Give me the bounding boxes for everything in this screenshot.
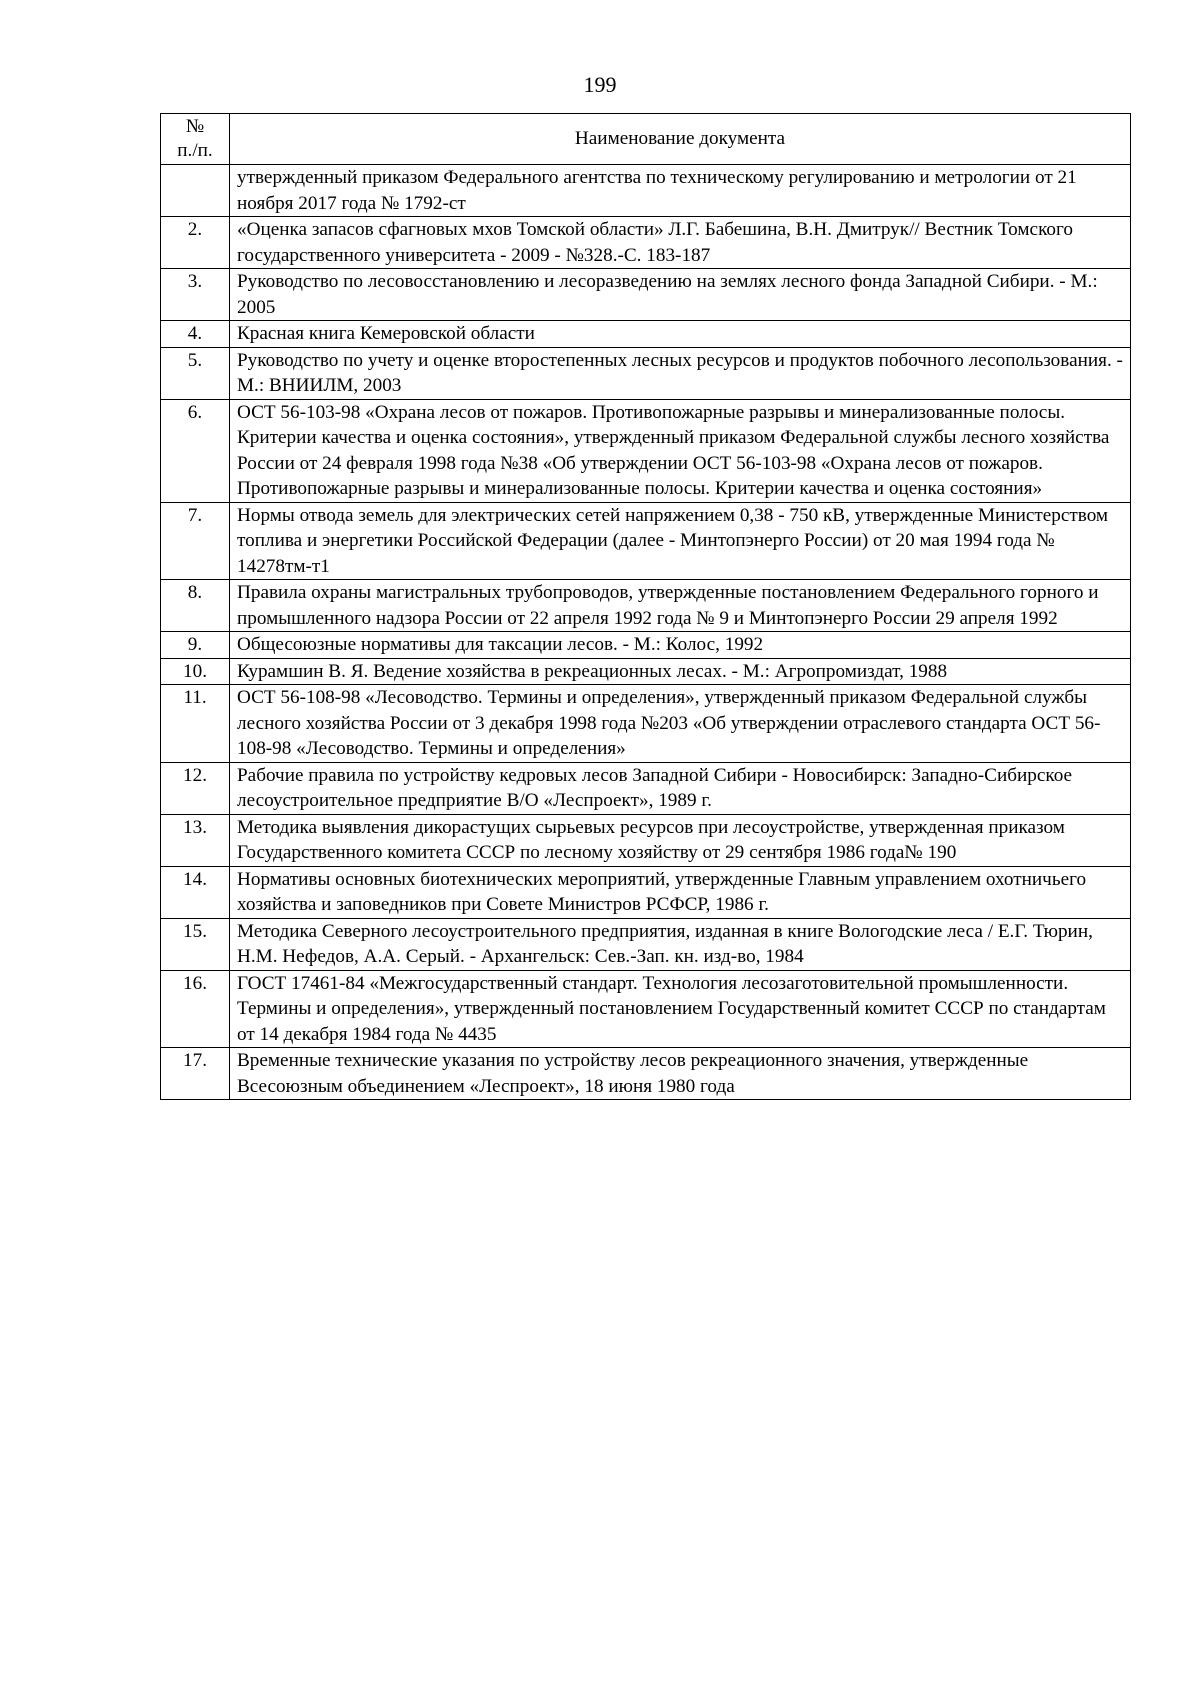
table-row (161, 658, 1131, 685)
table-row (161, 217, 1131, 269)
table-row (161, 321, 1131, 348)
document-name: Правила охраны магистральных трубопроводов, утвержденные постановлением Федерального горного и промышленного надзора России от 22 апреля 1992 года № 9 и Минтопэнерго России 29 апреля 1992 (230, 580, 1131, 632)
row-number: 9. (161, 632, 230, 659)
table-row (161, 269, 1131, 321)
row-number: 7. (161, 502, 230, 580)
table-row (161, 580, 1131, 632)
table-row (161, 502, 1131, 580)
document-name: Методика Северного лесоустроительного предприятия, изданная в книге Вологодские леса / Е.Г. Тюрин, Н.М. Нефедов, А.А. Серый. - Архангельск: Сев.-Зап. кн. изд-во, 1984 (230, 918, 1131, 970)
table-row (161, 632, 1131, 659)
documents-table (160, 113, 1131, 1100)
document-name: Руководство по учету и оценке второстепенных лесных ресурсов и продуктов побочного лесопользования. - М.: ВНИИЛМ, 2003 (230, 347, 1131, 399)
column-header-number-label: № п./п. (177, 116, 213, 161)
document-name: «Оценка запасов сфагновых мхов Томской области» Л.Г. Бабешина, В.Н. Дмитрук// Вестник Томского государственного университета - 2009 - №328.-С. 183-187 (230, 217, 1131, 269)
table-row (161, 866, 1131, 918)
table-row (161, 347, 1131, 399)
row-number: 2. (161, 217, 230, 269)
row-number (161, 165, 230, 217)
row-number: 13. (161, 814, 230, 866)
document-name: Курамшин В. Я. Ведение хозяйства в рекреационных лесах. - М.: Агропромиздат, 1988 (230, 658, 1131, 685)
document-name: Руководство по лесовосстановлению и лесоразведению на землях лесного фонда Западной Сибири. - М.: 2005 (230, 269, 1131, 321)
document-name: Методика выявления дикорастущих сырьевых ресурсов при лесоустройстве, утвержденная приказом Государственного комитета СССР по лесному хозяйству от 29 сентября 1986 года№ 190 (230, 814, 1131, 866)
column-header-name: Наименование документа (230, 114, 1131, 165)
document-name: Нормативы основных биотехнических мероприятий, утвержденные Главным управлением охотничьего хозяйства и заповедников при Совете Министров РСФСР, 1986 г. (230, 866, 1131, 918)
document-name: Красная книга Кемеровской области (230, 321, 1131, 348)
row-number: 17. (161, 1048, 230, 1100)
row-number: 6. (161, 399, 230, 502)
table-row (161, 1048, 1131, 1100)
table-row (161, 918, 1131, 970)
row-number: 3. (161, 269, 230, 321)
table-row (161, 814, 1131, 866)
row-number: 14. (161, 866, 230, 918)
row-number: 15. (161, 918, 230, 970)
document-name: ОСТ 56-108-98 «Лесоводство. Термины и определения», утвержденный приказом Федеральной службы лесного хозяйства России от 3 декабря 1998 года №203 «Об утверждении отраслевого стандарта ОСТ 56-108-98 «Лесоводство. Термины и определения» (230, 685, 1131, 763)
row-number: 8. (161, 580, 230, 632)
row-number: 4. (161, 321, 230, 348)
row-number: 11. (161, 685, 230, 763)
document-name: ОСТ 56-103-98 «Охрана лесов от пожаров. Противопожарные разрывы и минерализованные полосы. Критерии качества и оценка состояния», утвержденный приказом Федеральной службы лесного хозяйства России от 24 февраля 1998 года №38 «Об утверждении ОСТ 56-103-98 «Охрана лесов от пожаров. Противопожарные разрывы и минерализованные полосы. Критерии качества и оценка состояния» (230, 399, 1131, 502)
document-name: ГОСТ 17461-84 «Межгосударственный стандарт. Технология лесозаготовительной промышленности. Термины и определения», утвержденный постановлением Государственный комитет СССР по стандартам от 14 декабря 1984 года № 4435 (230, 970, 1131, 1048)
row-number: 16. (161, 970, 230, 1048)
table-row (161, 762, 1131, 814)
document-name: Рабочие правила по устройству кедровых лесов Западной Сибири - Новосибирск: Западно-Сибирское лесоустроительное предприятие В/О «Леспроект», 1989 г. (230, 762, 1131, 814)
table-row (161, 399, 1131, 502)
document-name: Общесоюзные нормативы для таксации лесов. - М.: Колос, 1992 (230, 632, 1131, 659)
row-number: 10. (161, 658, 230, 685)
document-name: Нормы отвода земель для электрических сетей напряжением 0,38 - 750 кВ, утвержденные Министерством топлива и энергетики Российской Федерации (далее - Минтопэнерго России) от 20 мая 1994 года № 14278тм-т1 (230, 502, 1131, 580)
document-name: Временные технические указания по устройству лесов рекреационного значения, утвержденные Всесоюзным объединением «Леспроект», 18 июня 1980 года (230, 1048, 1131, 1100)
row-number: 12. (161, 762, 230, 814)
column-header-number (161, 114, 230, 165)
table-row (161, 685, 1131, 763)
page-number: 199 (583, 72, 617, 97)
table-header-row (161, 114, 1131, 165)
table-row (161, 165, 1131, 217)
row-number: 5. (161, 347, 230, 399)
document-name: утвержденный приказом Федерального агентства по техническому регулированию и метрологии от 21 ноября 2017 года № 1792-ст (230, 165, 1131, 217)
table-body (161, 165, 1131, 1100)
table-row (161, 970, 1131, 1048)
